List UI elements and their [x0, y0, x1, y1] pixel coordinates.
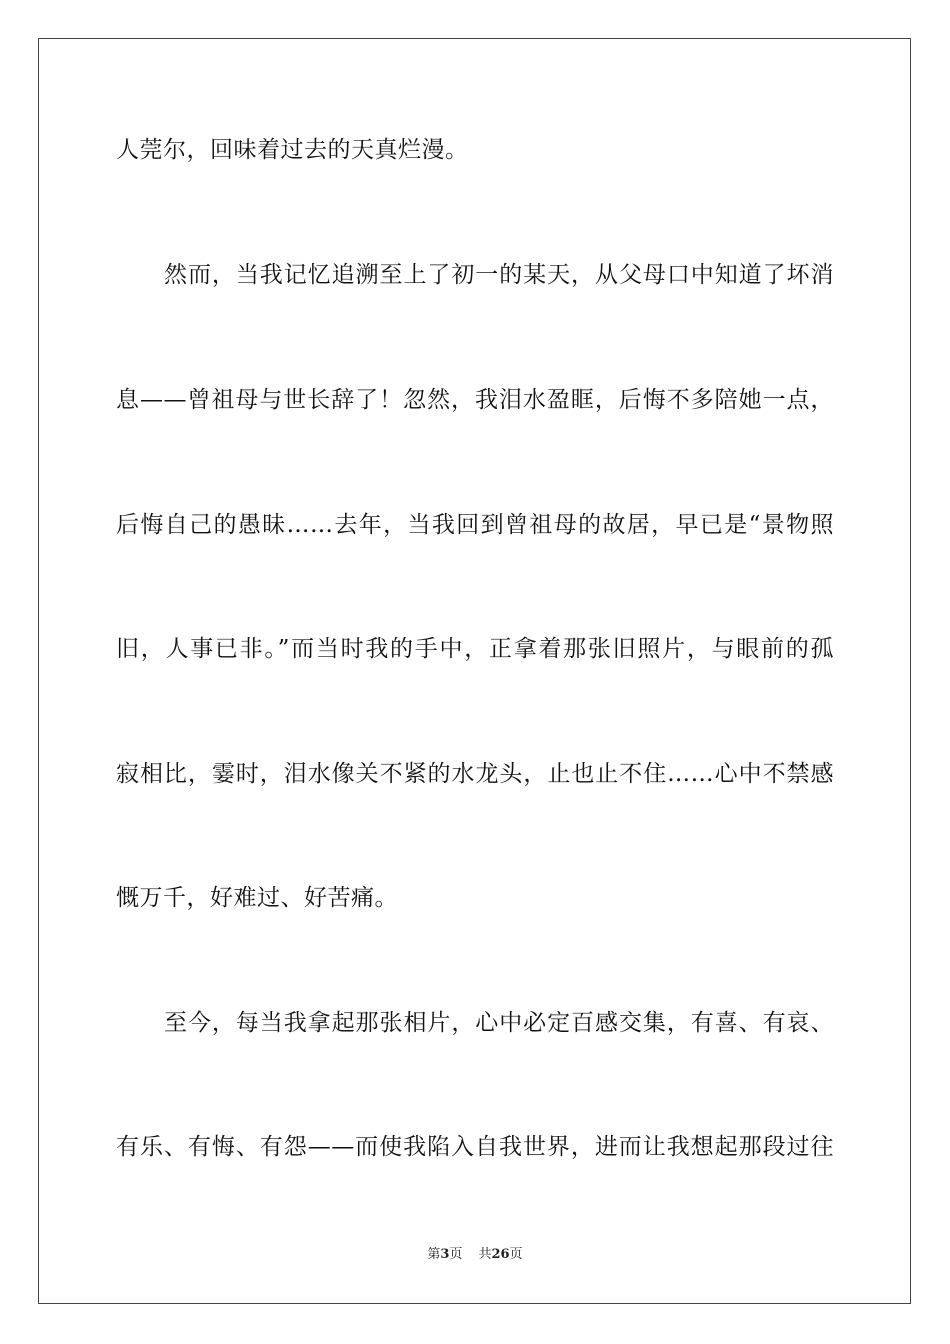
total-pages: 26: [491, 1247, 510, 1262]
text-line-5: 旧，人事已非。”而当时我的手中，正拿着那张旧照片，与眼前的孤: [116, 636, 834, 662]
page-border: [38, 38, 911, 1304]
total-suffix: 页: [509, 1247, 523, 1262]
total-prefix: 共: [478, 1247, 492, 1262]
text-line-2: 然而，当我记忆追溯至上了初一的某天，从父母口中知道了坏消: [164, 262, 834, 288]
text-line-4: 后悔自己的愚昧……去年，当我回到曾祖母的故居，早已是“景物照: [116, 512, 834, 538]
page-prefix: 第: [427, 1247, 441, 1262]
page-footer: [0, 1246, 950, 1264]
text-line-9: 有乐、有悔、有怨——而使我陷入自我世界，进而让我想起那段过往: [116, 1134, 834, 1160]
page-suffix: 页: [449, 1247, 463, 1262]
text-line-3: 息——曾祖母与世长辞了！忽然，我泪水盈眶，后悔不多陪她一点，: [116, 387, 834, 413]
text-line-8: 至今，每当我拿起那张相片，心中必定百感交集，有喜、有哀、: [164, 1010, 834, 1036]
text-line-6: 寂相比，霎时，泪水像关不紧的水龙头，止也止不住……心中不禁感: [116, 761, 834, 787]
page-number: 3: [440, 1247, 450, 1262]
text-line-1: 人莞尔，回味着过去的天真烂漫。: [116, 137, 469, 163]
text-line-7: 慨万千，好难过、好苦痛。: [116, 885, 398, 911]
